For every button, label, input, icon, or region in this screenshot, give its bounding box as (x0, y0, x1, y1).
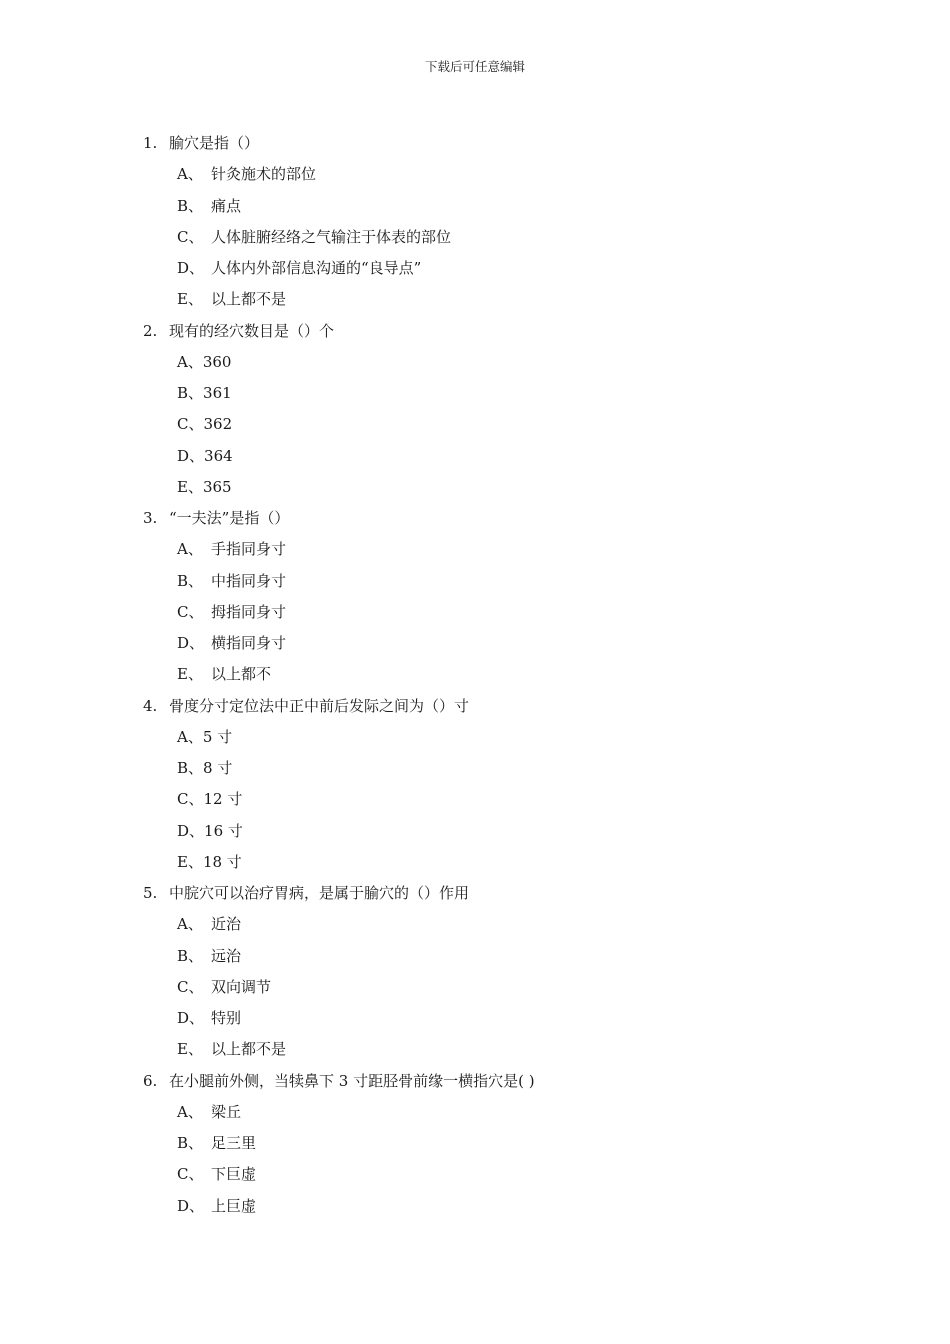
option-3-c (143, 597, 863, 628)
option-3-a (143, 534, 863, 565)
option-text: 拇指同身寸 (211, 602, 287, 621)
option-label: B、 (177, 759, 204, 777)
option-label: E、 (177, 1040, 203, 1059)
question-4 (143, 691, 863, 722)
option-6-d (143, 1191, 863, 1222)
option-text: 梁丘 (211, 1102, 242, 1121)
option-text: 足三里 (211, 1134, 257, 1152)
option-2-e (143, 472, 863, 503)
option-text: 362 (203, 415, 233, 434)
option-label: C、 (177, 227, 204, 246)
option-label: A、 (177, 915, 203, 934)
option-label: C、 (177, 415, 204, 434)
question-number: 1. (143, 134, 158, 152)
option-text: 远治 (211, 946, 242, 965)
question-text: 骨度分寸定位法中正中前后发际之间为（）寸 (169, 696, 470, 715)
option-4-a (143, 722, 863, 753)
question-number: 3. (143, 509, 158, 527)
option-text: 以上都不是 (211, 290, 287, 309)
option-label: B、 (177, 384, 204, 402)
option-1-d (143, 253, 863, 284)
option-2-d (143, 441, 863, 472)
page-header: 下载后可任意编辑 (424, 59, 525, 74)
option-3-e (143, 659, 863, 690)
question-number: 6. (143, 1071, 158, 1090)
option-text: 痛点 (211, 196, 242, 215)
option-text: 361 (203, 384, 232, 402)
option-text: 上巨虚 (211, 1196, 257, 1215)
option-label: D、 (177, 634, 205, 652)
option-text: 人体内外部信息沟通的“良导点” (211, 259, 422, 277)
option-5-c (143, 972, 863, 1003)
option-text: 5 寸 (202, 727, 233, 746)
option-label: B、 (177, 571, 204, 590)
question-text: 腧穴是指（） (169, 134, 260, 152)
option-text: 特别 (211, 1009, 242, 1027)
option-label: B、 (177, 946, 204, 965)
option-4-c (143, 784, 863, 815)
option-text: 360 (202, 352, 232, 371)
question-text: “一夫法”是指（） (169, 509, 290, 527)
option-3-b (143, 566, 863, 597)
option-label: D、 (177, 1009, 205, 1027)
option-label: B、 (177, 196, 204, 215)
option-text: 针灸施术的部位 (211, 165, 317, 184)
option-5-d (143, 1003, 863, 1034)
option-label: A、 (177, 165, 203, 184)
option-text: 下巨虚 (211, 1165, 257, 1184)
option-label: D、 (177, 446, 205, 465)
option-text: 18 寸 (202, 852, 242, 871)
option-label: D、 (177, 1196, 205, 1215)
question-2 (143, 316, 863, 347)
option-label: D、 (177, 821, 205, 840)
question-number: 2. (143, 321, 158, 340)
option-label: B、 (177, 1134, 204, 1152)
option-label: C、 (177, 790, 204, 809)
option-5-a (143, 909, 863, 940)
option-label: E、 (177, 852, 203, 871)
question-list (143, 128, 863, 1222)
option-2-c (143, 409, 863, 440)
question-6 (143, 1066, 863, 1097)
question-text: 中脘穴可以治疗胃病，是属于腧穴的（）作用 (169, 884, 470, 902)
option-label: A、 (177, 352, 203, 371)
option-text: 以上都不是 (211, 1040, 287, 1059)
option-text: 以上都不 (211, 665, 272, 684)
option-1-e (143, 284, 863, 315)
option-text: 横指同身寸 (211, 634, 287, 652)
option-text: 人体脏腑经络之气输注于体表的部位 (211, 227, 452, 246)
option-text: 16 寸 (204, 821, 243, 840)
option-label: A、 (177, 1102, 203, 1121)
question-text: 现有的经穴数目是（）个 (169, 321, 335, 340)
option-label: C、 (177, 1165, 204, 1184)
option-label: E、 (177, 290, 203, 309)
option-1-a (143, 159, 863, 190)
question-1 (143, 128, 863, 159)
option-label: A、 (177, 540, 203, 559)
option-text: 365 (202, 477, 232, 496)
question-3 (143, 503, 863, 534)
option-1-c (143, 222, 863, 253)
option-6-c (143, 1159, 863, 1190)
option-5-e (143, 1034, 863, 1065)
option-text: 近治 (211, 915, 242, 934)
option-3-d (143, 628, 863, 659)
option-text: 364 (204, 446, 233, 465)
option-5-b (143, 941, 863, 972)
option-1-b (143, 191, 863, 222)
question-number: 5. (143, 884, 158, 902)
option-label: E、 (177, 665, 203, 684)
option-text: 中指同身寸 (211, 571, 287, 590)
option-text: 8 寸 (203, 759, 233, 777)
question-number: 4. (143, 696, 158, 715)
option-text: 手指同身寸 (211, 540, 287, 559)
option-2-a (143, 347, 863, 378)
option-4-d (143, 816, 863, 847)
option-6-a (143, 1097, 863, 1128)
question-5 (143, 878, 863, 909)
question-text: 在小腿前外侧，当犊鼻下 3 寸距胫骨前缘一横指穴是( ) (169, 1071, 535, 1090)
option-text: 12 寸 (203, 790, 243, 809)
option-text: 双向调节 (211, 977, 272, 996)
option-label: E、 (177, 477, 203, 496)
option-label: A、 (177, 727, 203, 746)
option-label: C、 (177, 602, 204, 621)
option-label: D、 (177, 259, 205, 277)
option-2-b (143, 378, 863, 409)
option-4-b (143, 753, 863, 784)
option-6-b (143, 1128, 863, 1159)
option-4-e (143, 847, 863, 878)
option-label: C、 (177, 977, 204, 996)
